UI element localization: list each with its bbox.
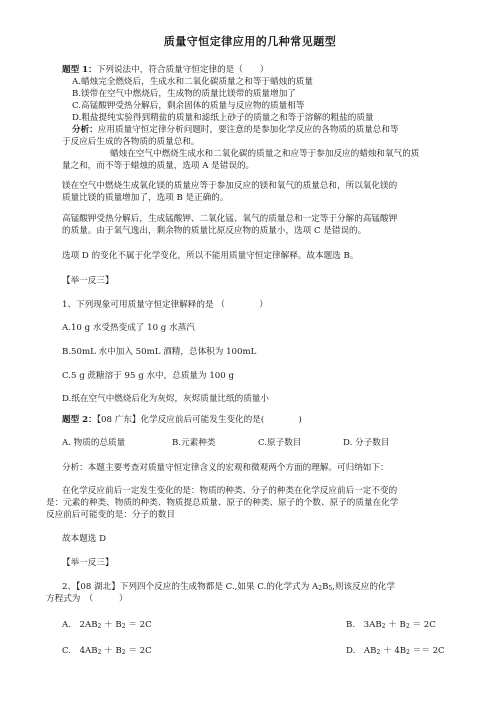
q2-summary-line-2: 是：元素的种类、物质的种类、物质提总质量、原子的种类、原子的个数、原子的质量在化学 (46, 498, 399, 508)
q1-option-c: C.高锰酸钾受热分解后，剩余固体的质量与反应物的质量相等 (72, 101, 305, 111)
formula-subscript: 2 (97, 649, 102, 656)
practice1-question: 1、下列现象可用质量守恒定律解释的是 （ ） (62, 300, 268, 310)
option-prefix: D. AB (346, 646, 377, 656)
option-suffix: ＋ B (385, 620, 406, 630)
formula-subscript: 2 (97, 623, 102, 630)
q2-summary-line-3: 反应前后可能变的是：分子的数目 (46, 510, 175, 520)
practice2-question-text: 2、【08 湖北】下列四个反应的生成物都是 C.,如果 C.的化学式为 A (62, 582, 319, 592)
practice2-option-c (62, 646, 152, 658)
q2-analysis: 分析：本题主要考查对质量守恒定律含义的宏观和微观两个方面的理解。可归纳如下： (62, 463, 389, 473)
q1-analysis-line-1 (72, 125, 399, 135)
q2-option-b: B.元素种类 (172, 438, 216, 448)
formula-subscript: 2 (121, 649, 126, 656)
q1-para-d: 选项 D 的变化不属于化学变化，所以不能用质量守恒定律解释。故本题选 B。 (62, 251, 359, 261)
practice1-option-a: A.10 g 水受热变成了 10 g 水蒸汽 (62, 323, 195, 333)
q2-answer: 故本题选 D (62, 534, 106, 544)
formula-subscript: 2 (121, 623, 126, 630)
q1-stem (62, 65, 269, 75)
option-tail: ＝＝ 2C (409, 646, 445, 656)
q1-para-a-line-2: 量之和，而不等于蜡烛的质量，选项 A 是错误的。 (62, 161, 255, 171)
formula-subscript: 5 (328, 585, 333, 592)
q1-stem-text: 下列说法中，符合质量守恒定律的是（ ） (96, 65, 269, 75)
formula-subscript: 2 (376, 649, 381, 656)
practice2-option-d (346, 646, 445, 658)
option-suffix: ＋ B (101, 620, 122, 630)
formula-subscript: 2 (406, 649, 410, 656)
q1-option-b: B.镁带在空气中燃烧后，生成物的质量比镁带的质量增加了 (72, 89, 296, 99)
q1-analysis-label: 分析： (72, 125, 98, 135)
practice1-option-c: C.5 g 蔗糖溶于 95 g 水中，总质量为 100 g (62, 371, 234, 381)
q1-label: 题型 1： (62, 65, 97, 75)
q1-option-d: D.粗盐提纯实验得到精盐的质量和滤纸上砂子的质量之和等于溶解的粗盐的质量 (72, 113, 374, 123)
q1-para-a-line-1: 蜡烛在空气中燃烧生成水和二氧化碳的质量之和应等于参加反应的蜡烛和氧气的质 (110, 149, 420, 159)
q2-stem (62, 415, 302, 425)
option-prefix: B. 3AB (346, 620, 382, 630)
q1-para-b-line-2: 质量比镁的质量增加了，选项 B 是正确的。 (62, 193, 229, 203)
option-prefix: C. 4AB (62, 646, 98, 656)
practice1-option-b: B.50mL 水中加入 50mL 酒精，总体积为 100mL (62, 347, 257, 357)
q2-option-a: A. 物质的总质量 (62, 438, 126, 448)
option-suffix: ＋ B (101, 646, 122, 656)
q2-stem-text: 【08 广东】化学反应前后可能发生变化的是( ) (96, 415, 302, 425)
option-tail: ＝ 2C (409, 620, 436, 630)
q1-analysis-line-2: 于反应后生成的各物质的质量总和。 (62, 137, 200, 147)
q2-option-d: D. 分子数目 (343, 438, 390, 448)
practice1-header: 【举一反三】 (62, 276, 114, 286)
practice2-option-a (62, 620, 152, 632)
practice2-option-b (346, 620, 436, 632)
q1-analysis-text: 应用质量守恒定律分析问题时，要注意的是参加化学反应的各物质的质量总和等 (97, 125, 399, 135)
option-suffix: ＋ 4B (380, 646, 407, 656)
formula-subscript: 2 (405, 623, 410, 630)
page-title: 质量守恒定律应用的几种常见题型 (163, 35, 337, 48)
practice2-question-line-2: 方程式为 （ ） (46, 594, 128, 604)
practice2-header: 【举一反三】 (62, 558, 114, 568)
q1-para-c-line-2: 的质量。由于氧气逸出，剩余物的质量比原反应物的质量小，选项 C 是错误的。 (62, 226, 367, 236)
option-prefix: A. 2AB (62, 620, 98, 630)
formula-element: B (322, 582, 329, 592)
q1-para-b-line-1: 镁在空气中燃烧生成氧化镁的质量应等于参加反应的镁和氧气的质量总和，所以氧化镁的 (62, 181, 398, 191)
practice2-question-line-1 (62, 582, 395, 594)
q2-summary-line-1: 在化学反应前后一定发生变化的是：物质的种类、分子的种类在化学反应前后一定不变的 (62, 486, 398, 496)
q2-label: 题型 2： (62, 415, 97, 425)
formula-subscript: 2 (381, 623, 386, 630)
option-tail: ＝ 2C (125, 646, 152, 656)
practice1-option-d: D.纸在空气中燃烧后化为灰烬，灰烬质量比纸的质量小 (62, 394, 269, 404)
practice2-question-tail: ,则该反应的化学 (332, 582, 396, 592)
formula-subscript: 2 (318, 585, 323, 592)
q2-option-c: C.原子数目 (258, 438, 302, 448)
option-tail: ＝ 2C (125, 620, 152, 630)
q1-para-c-line-1: 高锰酸钾受热分解后，生成锰酸钾、二氧化锰、氧气的质量总和一定等于分解的高锰酸钾 (62, 214, 398, 224)
q1-option-a: A.蜡烛完全燃烧后，生成水和二氧化碳质量之和等于蜡烛的质量 (72, 77, 313, 87)
